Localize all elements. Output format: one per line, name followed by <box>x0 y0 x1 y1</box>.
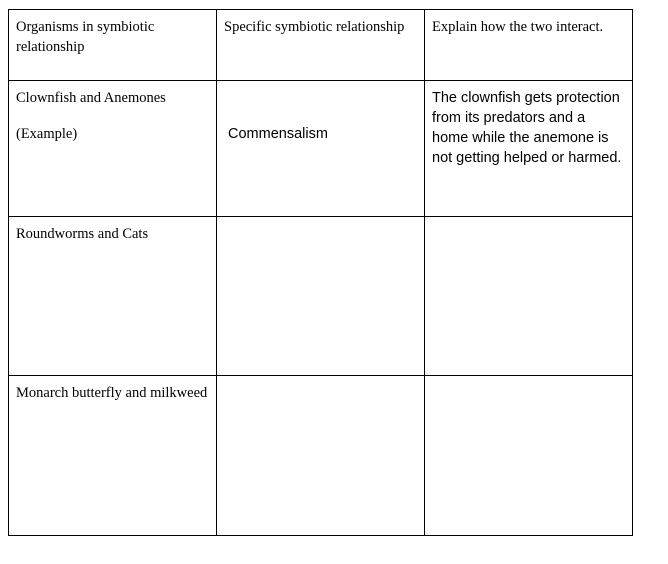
relationship-cell[interactable] <box>217 217 425 376</box>
header-organisms: Organisms in symbiotic relationship <box>9 10 217 81</box>
example-note: (Example) <box>16 126 78 142</box>
header-row <box>9 10 633 81</box>
organisms-cell <box>9 81 217 217</box>
relationship-cell[interactable] <box>217 376 425 536</box>
header-explanation: Explain how the two interact. <box>425 10 633 81</box>
table-row <box>9 376 633 536</box>
relationship-text: Commensalism <box>228 126 328 142</box>
symbiosis-table <box>8 9 633 536</box>
table-row <box>9 217 633 376</box>
explanation-cell: The clownfish gets protection from its predators and a home while the anemone is not getting helped or harmed. <box>425 81 633 217</box>
organisms-cell: Roundworms and Cats <box>9 217 217 376</box>
table-row <box>9 81 633 217</box>
header-relationship: Specific symbiotic relationship <box>217 10 425 81</box>
explanation-cell[interactable] <box>425 376 633 536</box>
relationship-cell <box>217 81 425 217</box>
organisms-text: Clownfish and Anemones <box>16 90 166 106</box>
explanation-cell[interactable] <box>425 217 633 376</box>
organisms-cell: Monarch butterfly and milkweed <box>9 376 217 536</box>
